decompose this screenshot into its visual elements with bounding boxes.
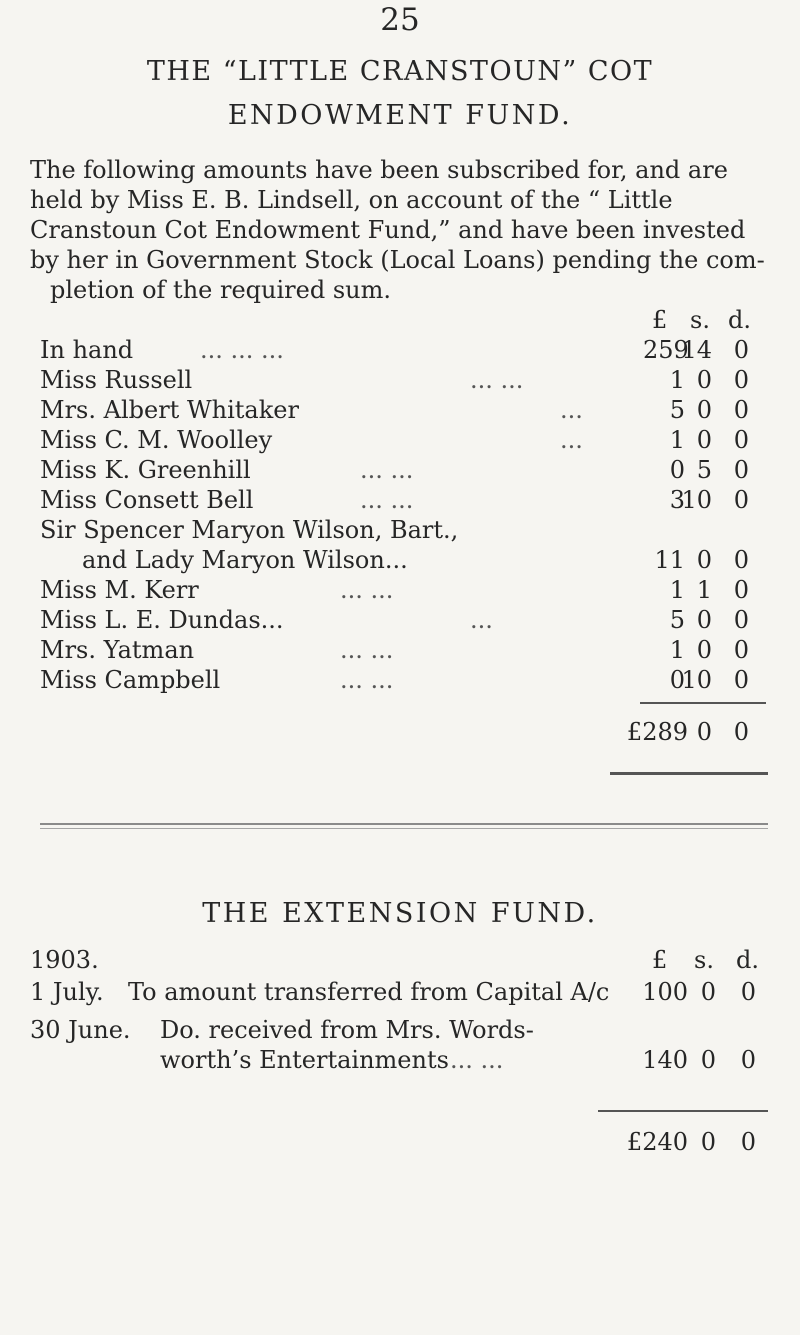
- leader-dots: ... ...: [340, 636, 394, 664]
- shillings-value: 0: [700, 1046, 716, 1074]
- shillings-header: s.: [694, 946, 714, 974]
- subscriber-name: Miss Consett Bell: [40, 486, 254, 514]
- pounds-value: 100: [642, 978, 688, 1006]
- shillings-value: 0: [696, 636, 712, 664]
- extension-total-rule: [598, 1110, 768, 1112]
- endowment-title-line2: ENDOWMENT FUND.: [227, 100, 573, 131]
- pence-value: 0: [733, 546, 749, 574]
- pounds-value: 3: [669, 486, 685, 514]
- intro-line: The following amounts have been subscribed for, and are: [30, 156, 728, 184]
- shillings-value: 0: [700, 978, 716, 1006]
- shillings-value: 0: [696, 396, 712, 424]
- extension-entry: [0, 1046, 800, 1076]
- shillings-value: 0: [696, 366, 712, 394]
- subscriber-name: Miss L. E. Dundas...: [40, 606, 284, 634]
- pounds-value: 1: [669, 366, 685, 394]
- total-pounds: £289: [626, 718, 688, 746]
- extension-entry: [0, 978, 800, 1008]
- leader-dots: ... ...: [470, 366, 524, 394]
- subscription-row: [0, 606, 800, 636]
- subscription-row: [0, 666, 800, 696]
- extension-year-row: [0, 946, 800, 976]
- pounds-value: 140: [642, 1046, 688, 1074]
- pence-value: 0: [733, 366, 749, 394]
- total-shillings: 0: [696, 718, 712, 746]
- entry-text: To amount transferred from Capital A/c: [128, 978, 610, 1006]
- pounds-value: 1: [669, 576, 685, 604]
- leader-dots: ... ...: [450, 1046, 504, 1074]
- subscription-row: [0, 516, 800, 546]
- total-pounds: £240: [626, 1128, 688, 1156]
- pence-value: 0: [740, 1046, 756, 1074]
- leader-dots: ... ...: [340, 576, 394, 604]
- entry-text: worth’s Entertainments: [160, 1046, 449, 1074]
- subscription-row: [0, 336, 800, 366]
- pence-value: 0: [733, 486, 749, 514]
- subscriber-name: Mrs. Yatman: [40, 636, 195, 664]
- shillings-value: 5: [696, 456, 712, 484]
- shillings-value: 10: [681, 666, 712, 694]
- pence-value: 0: [733, 576, 749, 604]
- leader-dots: ...: [470, 606, 493, 634]
- extension-entry: [0, 1016, 800, 1046]
- subscriber-name: Miss K. Greenhill: [40, 456, 251, 484]
- year-label: 1903.: [30, 946, 99, 974]
- subscription-row: [0, 576, 800, 606]
- shillings-value: 0: [696, 546, 712, 574]
- total-pence: 0: [740, 1128, 756, 1156]
- pounds-value: 259: [643, 336, 689, 364]
- intro-line: held by Miss E. B. Lindsell, on account of the “ Little: [30, 186, 673, 214]
- pence-value: 0: [733, 336, 749, 364]
- page-number: 25: [380, 2, 420, 38]
- subscription-row: [0, 456, 800, 486]
- endowment-total-row: [0, 718, 800, 748]
- pence-value: 0: [733, 666, 749, 694]
- entry-date: 1 July.: [30, 978, 104, 1006]
- intro-line: Cranstoun Cot Endowment Fund,” and have been invested: [30, 216, 746, 244]
- leader-dots: ...: [560, 396, 583, 424]
- leader-dots: ... ... ...: [200, 336, 284, 364]
- pounds-header: £: [652, 306, 668, 334]
- shillings-value: 0: [696, 606, 712, 634]
- subscriber-name: Sir Spencer Maryon Wilson, Bart.,: [40, 516, 459, 544]
- section-divider: [40, 828, 768, 829]
- subscription-row: [0, 366, 800, 396]
- subscriber-name: Miss Russell: [40, 366, 193, 394]
- pence-header: d.: [728, 306, 751, 334]
- total-double-rule: [610, 772, 768, 775]
- pence-value: 0: [733, 636, 749, 664]
- subscription-row: [0, 546, 800, 576]
- pounds-value: 5: [669, 606, 685, 634]
- pence-value: 0: [733, 396, 749, 424]
- pence-value: 0: [733, 456, 749, 484]
- leader-dots: ... ...: [360, 486, 414, 514]
- extension-title: THE EXTENSION FUND.: [202, 898, 598, 929]
- subscriber-name: In hand: [40, 336, 134, 364]
- pounds-value: 11: [654, 546, 685, 574]
- endowment-title-line1: THE “LITTLE CRANSTOUN” COT: [146, 56, 654, 87]
- intro-line: by her in Government Stock (Local Loans) pending the com-: [30, 246, 765, 274]
- pounds-value: 0: [669, 666, 685, 694]
- pence-header: d.: [736, 946, 759, 974]
- subscriber-name: Miss C. M. Woolley: [40, 426, 273, 454]
- subscription-row: [0, 396, 800, 426]
- shillings-value: 14: [681, 336, 712, 364]
- subtotal-rule: [640, 702, 766, 704]
- pence-value: 0: [733, 426, 749, 454]
- subscriber-name: Miss M. Kerr: [40, 576, 199, 604]
- pounds-value: 5: [669, 396, 685, 424]
- entry-text: Do. received from Mrs. Words-: [160, 1016, 534, 1044]
- shillings-value: 10: [681, 486, 712, 514]
- extension-total-row: [0, 1128, 800, 1158]
- pence-value: 0: [733, 606, 749, 634]
- intro-line: pletion of the required sum.: [50, 276, 391, 304]
- subscription-row: [0, 636, 800, 666]
- subscriber-name: Miss Campbell: [40, 666, 221, 694]
- shillings-value: 1: [696, 576, 712, 604]
- leader-dots: ... ...: [360, 456, 414, 484]
- pounds-value: 0: [669, 456, 685, 484]
- pence-value: 0: [740, 978, 756, 1006]
- shillings-value: 0: [696, 426, 712, 454]
- pounds-value: 1: [669, 426, 685, 454]
- pounds-header: £: [652, 946, 668, 974]
- section-divider: [40, 823, 768, 825]
- subscriber-name: and Lady Maryon Wilson...: [82, 546, 408, 574]
- total-shillings: 0: [700, 1128, 716, 1156]
- entry-date: 30 June.: [30, 1016, 131, 1044]
- leader-dots: ...: [560, 426, 583, 454]
- total-pence: 0: [733, 718, 749, 746]
- subscription-row: [0, 426, 800, 456]
- pounds-value: 1: [669, 636, 685, 664]
- shillings-header: s.: [690, 306, 710, 334]
- leader-dots: ... ...: [340, 666, 394, 694]
- subscriber-name: Mrs. Albert Whitaker: [40, 396, 299, 424]
- subscription-row: [0, 486, 800, 516]
